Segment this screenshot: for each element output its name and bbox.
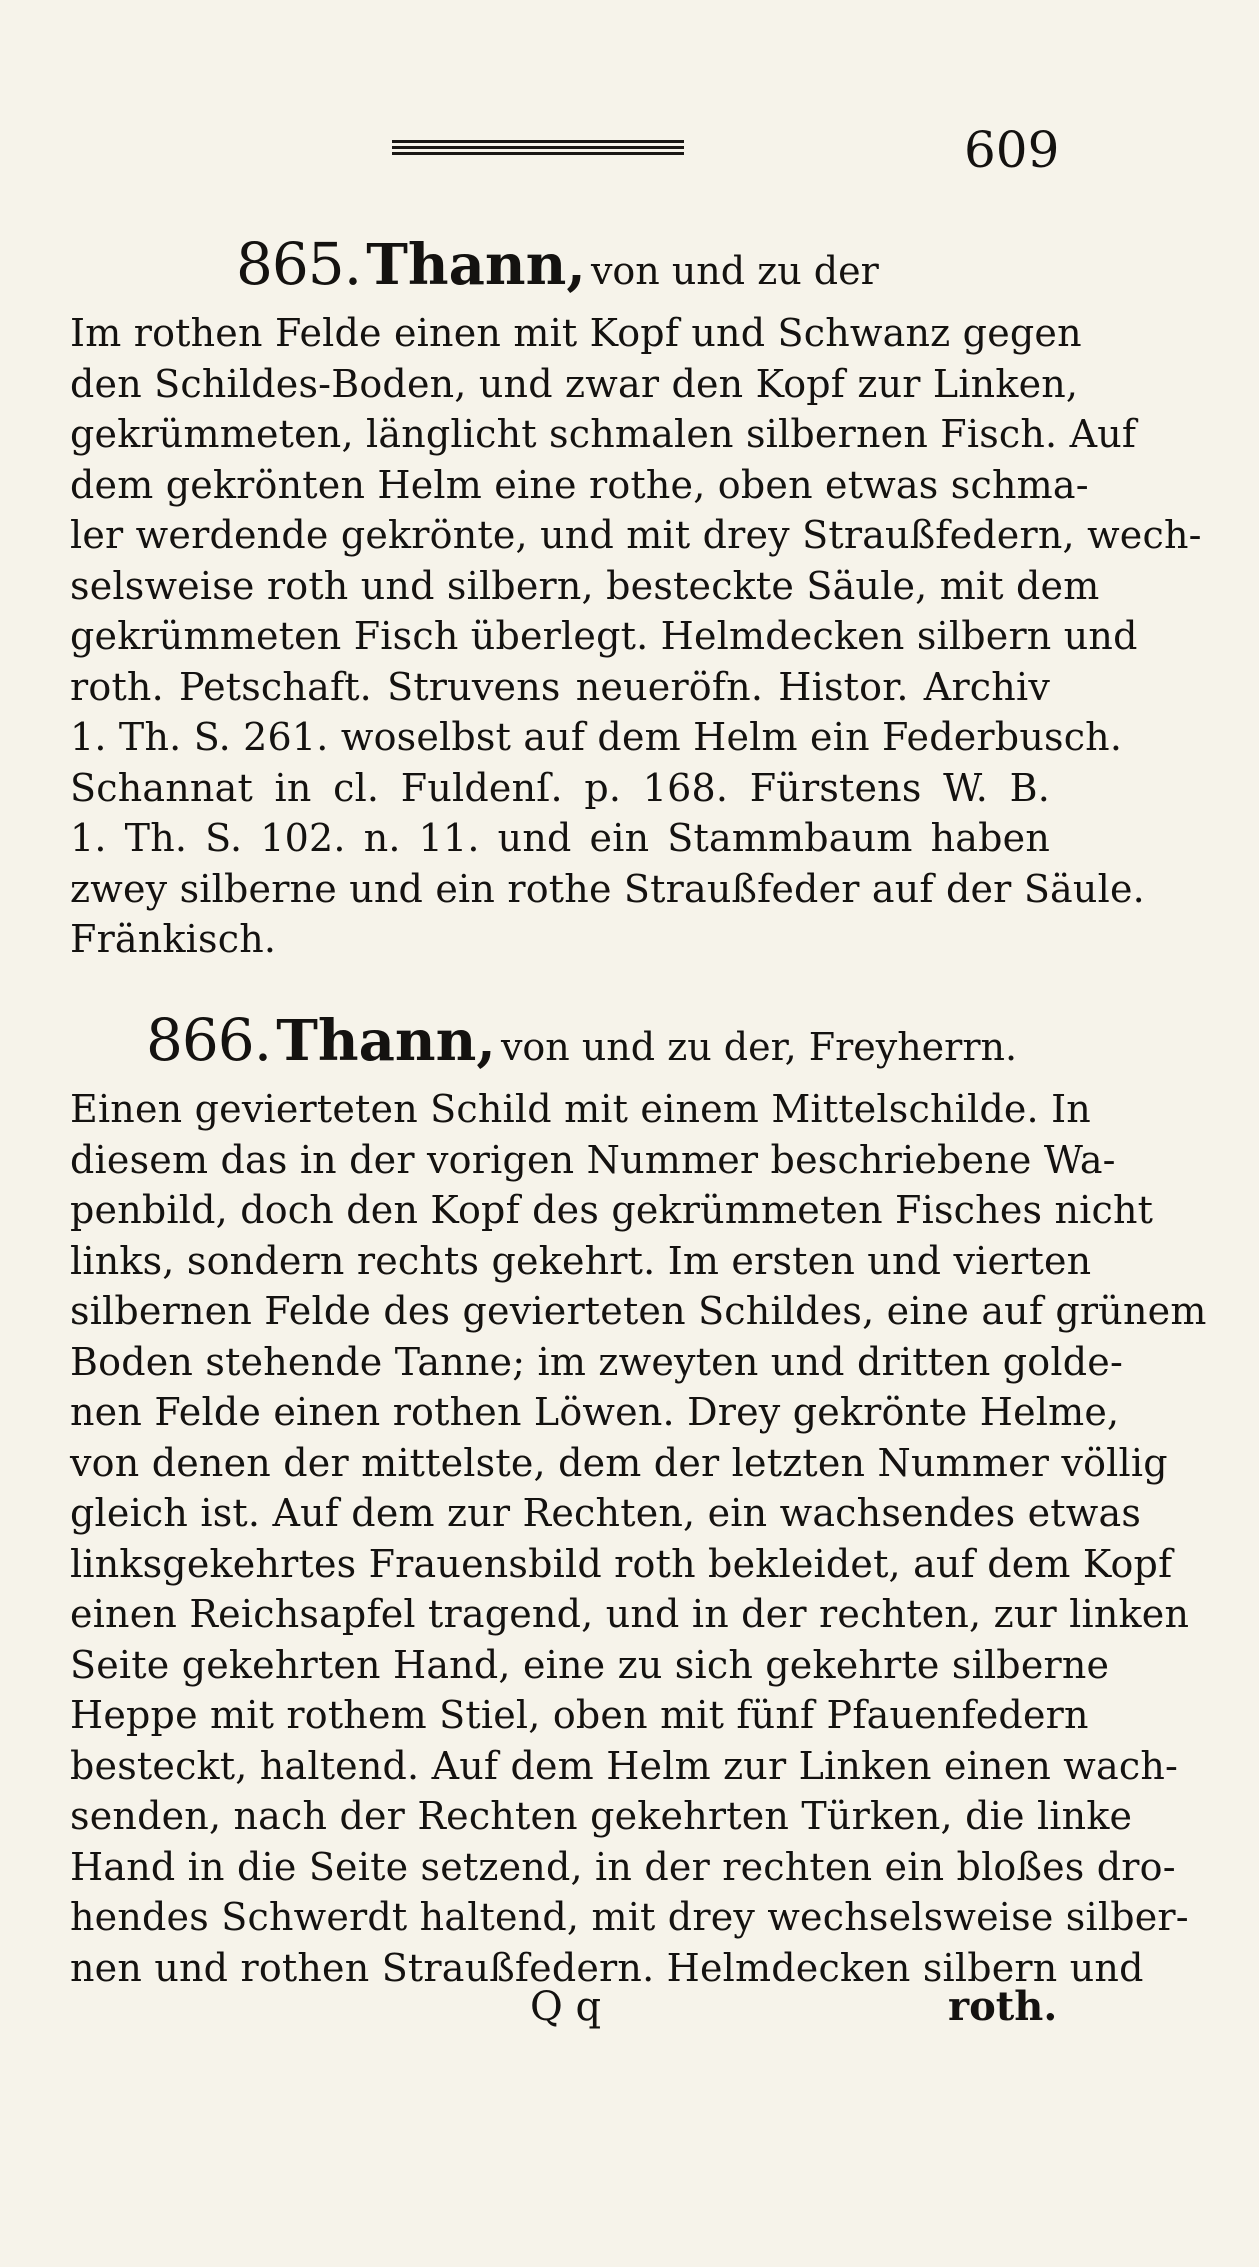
text-line: nen und rothen Straußfedern. Helmdecken silbern und — [70, 1945, 1144, 1990]
entry-text-865 — [70, 308, 1202, 965]
text-line: silbernen Felde des gevierteten Schildes, eine auf grünem — [70, 1289, 1207, 1333]
text-line: gleich ist. Auf dem zur Rechten, ein wachsendes etwas — [70, 1491, 1142, 1535]
text-line: Einen gevierteten Schild mit einem Mittelschilde. In — [70, 1087, 1091, 1131]
text-line: hendes Schwerdt haltend, mit drey wechselsweise silber- — [70, 1895, 1189, 1939]
text-line: selsweise roth und silbern, besteckte Säule, mit dem — [70, 563, 1100, 608]
header-rule-line — [392, 140, 684, 143]
text-line: Schannat in cl. Fuldenſ. p. 168. Fürstens W. B. — [70, 765, 1050, 810]
text-line: Fränkisch. — [70, 917, 277, 961]
text-line: zwey silberne und ein rothe Straußfeder auf der Säule. — [70, 866, 1145, 911]
entry-text-866 — [70, 1084, 1207, 1993]
text-line: Hand in die Seite setzend, in der rechten ein bloßes dro- — [70, 1844, 1176, 1889]
text-line: gekrümmeten, länglicht schmalen silbernen Fisch. Auf — [70, 412, 1137, 456]
text-line: Heppe mit rothem Stiel, oben mit fünf Pfauenfedern — [70, 1693, 1089, 1737]
entry-heading-865 — [236, 224, 879, 319]
header-rule-line — [392, 152, 684, 155]
page-number: 609 — [964, 121, 1060, 179]
signature-mark: Q q — [530, 1984, 602, 2030]
text-line: 1. Th. S. 102. n. 11. und ein Stammbaum haben — [70, 816, 1050, 860]
entry-subtitle: von und zu der, Freyherrn. — [500, 1025, 1018, 1069]
text-line: Im rothen Felde einen mit Kopf und Schwanz gegen — [70, 311, 1082, 355]
text-line: gekrümmeten Fisch überlegt. Helmdecken silbern und — [70, 614, 1138, 658]
text-line: diesem das in der vorigen Nummer beschriebene Wa- — [70, 1137, 1116, 1182]
entry-subtitle: von und zu der — [590, 249, 879, 293]
text-line: roth. Petschaft. Struvens neueröfn. Histor. Archiv — [70, 664, 1050, 709]
text-line: 1. Th. S. 261. woselbst auf dem Helm ein Federbusch. — [70, 715, 1123, 759]
entry-heading-866 — [146, 1000, 1017, 1095]
entry-name: Thann, — [276, 1008, 496, 1074]
text-line: ler werdende gekrönte, und mit drey Straußfedern, wech- — [70, 513, 1202, 557]
entry-number: 866. — [146, 1006, 272, 1074]
text-line: senden, nach der Rechten gekehrten Türken, die linke — [70, 1794, 1133, 1838]
catchword: roth. — [948, 1983, 1058, 2030]
text-line: einen Reichsapfel tragend, und in der rechten, zur linken — [70, 1592, 1190, 1636]
entry-name: Thann, — [366, 232, 586, 298]
entry-number: 865. — [236, 230, 362, 298]
header-rule-line — [392, 146, 684, 149]
text-line: besteckt, haltend. Auf dem Helm zur Linken einen wach- — [70, 1743, 1179, 1788]
text-line: Boden stehende Tanne; im zweyten und dritten golde- — [70, 1339, 1123, 1384]
text-line: linksgekehrtes Frauensbild roth bekleidet, auf dem Kopf — [70, 1541, 1173, 1586]
text-line: dem gekrönten Helm eine rothe, oben etwas schma- — [70, 462, 1089, 507]
text-line: links, sondern rechts gekehrt. Im ersten und vierten — [70, 1238, 1092, 1283]
text-line: Seite gekehrten Hand, eine zu sich gekehrte silberne — [70, 1642, 1110, 1687]
text-line: penbild, doch den Kopf des gekrümmeten Fisches nicht — [70, 1188, 1154, 1232]
text-line: nen Felde einen rothen Löwen. Drey gekrönte Helme, — [70, 1390, 1120, 1434]
header-rule — [392, 140, 684, 156]
text-line: von denen der mittelste, dem der letzten Nummer völlig — [70, 1440, 1168, 1485]
text-line: den Schildes-Boden, und zwar den Kopf zur Linken, — [70, 361, 1079, 406]
